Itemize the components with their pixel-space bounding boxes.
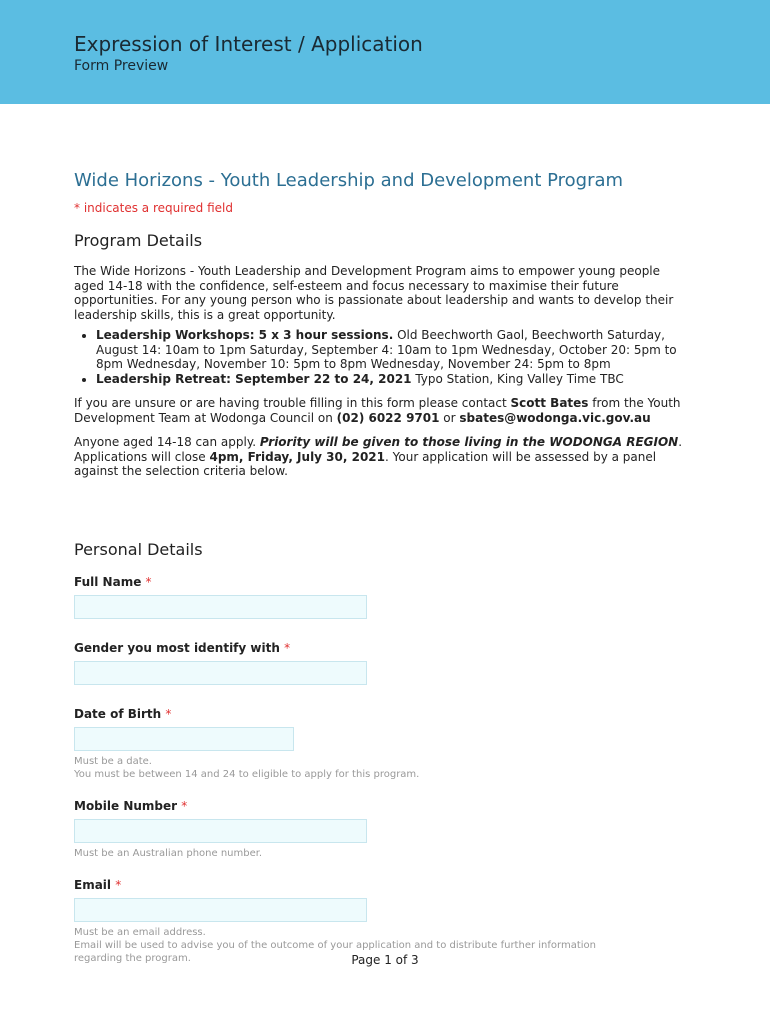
- program-heading: Program Details: [74, 231, 203, 250]
- program-section: [74, 170, 684, 489]
- email-field: [74, 878, 684, 965]
- gender-field: [74, 641, 684, 685]
- mobile-input[interactable]: [74, 819, 367, 843]
- personal-section: [74, 540, 684, 987]
- full-name-label: Full Name *: [74, 575, 152, 589]
- close-date: 4pm, Friday, July 30, 2021: [209, 449, 386, 464]
- list-item: [96, 372, 684, 387]
- list-item: [96, 328, 684, 372]
- contact-name: Scott Bates: [510, 396, 589, 410]
- mobile-help: Must be an Australian phone number.: [74, 848, 263, 859]
- session-title: Leadership Retreat: September 22 to 24, 2021: [96, 371, 412, 386]
- full-name-field: [74, 575, 684, 619]
- dob-help-age: You must be between 14 and 24 to eligible to apply for this program.: [74, 769, 420, 780]
- eligibility-prefix: Anyone aged 14-18 can apply.: [74, 435, 260, 449]
- dob-input[interactable]: [74, 727, 294, 751]
- page-header: [0, 0, 770, 104]
- session-title: Leadership Workshops: 5 x 3 hour sessions.: [96, 328, 394, 342]
- form-title: Wide Horizons - Youth Leadership and Development Program: [74, 170, 624, 191]
- dob-label: Date of Birth *: [74, 707, 172, 721]
- contact-phone: (02) 6022 9701: [336, 410, 440, 425]
- contact-middle: from the Youth Development Team at Wodonga Council on: [74, 396, 681, 425]
- page-subtitle: Form Preview: [74, 58, 169, 74]
- contact-paragraph: [74, 396, 684, 425]
- required-mark: *: [181, 799, 188, 813]
- contact-prefix: If you are unsure or are having trouble filling in this form please contact: [74, 396, 511, 410]
- contact-or: or: [439, 410, 460, 425]
- mobile-label: Mobile Number *: [74, 799, 188, 813]
- program-intro: The Wide Horizons - Youth Leadership and Development Program aims to empower young people aged 14-18 with the confidence, self-esteem and focus necessary to maximise their future opportunities. For any young person who is passionate about leadership and wants to develop their leadership skills, this is a great opportunity.: [74, 264, 674, 322]
- personal-heading: Personal Details: [74, 540, 203, 559]
- gender-label: Gender you most identify with *: [74, 641, 291, 655]
- gender-input[interactable]: [74, 661, 367, 685]
- email-input[interactable]: [74, 898, 367, 922]
- session-details: Typo Station, King Valley Time TBC: [411, 371, 624, 386]
- mobile-field: [74, 799, 684, 860]
- required-mark: *: [284, 641, 291, 655]
- page-title: Expression of Interest / Application: [74, 32, 423, 56]
- priority-note: Priority will be given to those living in the WODONGA REGION: [259, 435, 679, 449]
- dob-help-format: Must be a date.: [74, 756, 152, 767]
- eligibility-middle: . Applications will close: [74, 435, 683, 464]
- session-details: Old Beechworth Gaol, Beechworth Saturday, August 14: 10am to 1pm Saturday, September 4: 10am to 1pm Wednesday, October 20: 5pm to 8pm Wednesday, November 10: 5pm to 8pm Wednesday, November 24: 5pm to 8pm: [96, 328, 677, 371]
- dob-field: [74, 707, 684, 781]
- required-mark: *: [145, 575, 152, 589]
- contact-email: sbates@wodonga.vic.gov.au: [459, 410, 651, 425]
- required-note: * indicates a required field: [74, 201, 233, 215]
- sessions-list: [74, 328, 684, 386]
- eligibility-paragraph: [74, 435, 684, 479]
- full-name-input[interactable]: [74, 595, 367, 619]
- email-help-usage: Email will be used to advise you of the outcome of your application and to distribute further information regarding the program.: [74, 940, 596, 964]
- eligibility-suffix: . Your application will be assessed by a panel against the selection criteria below.: [74, 449, 657, 478]
- email-help-format: Must be an email address.: [74, 927, 206, 938]
- page-number: Page 1 of 3: [351, 953, 419, 967]
- required-mark: *: [115, 878, 122, 892]
- dob-help: [74, 755, 684, 781]
- required-mark: *: [165, 707, 172, 721]
- email-label: Email *: [74, 878, 122, 892]
